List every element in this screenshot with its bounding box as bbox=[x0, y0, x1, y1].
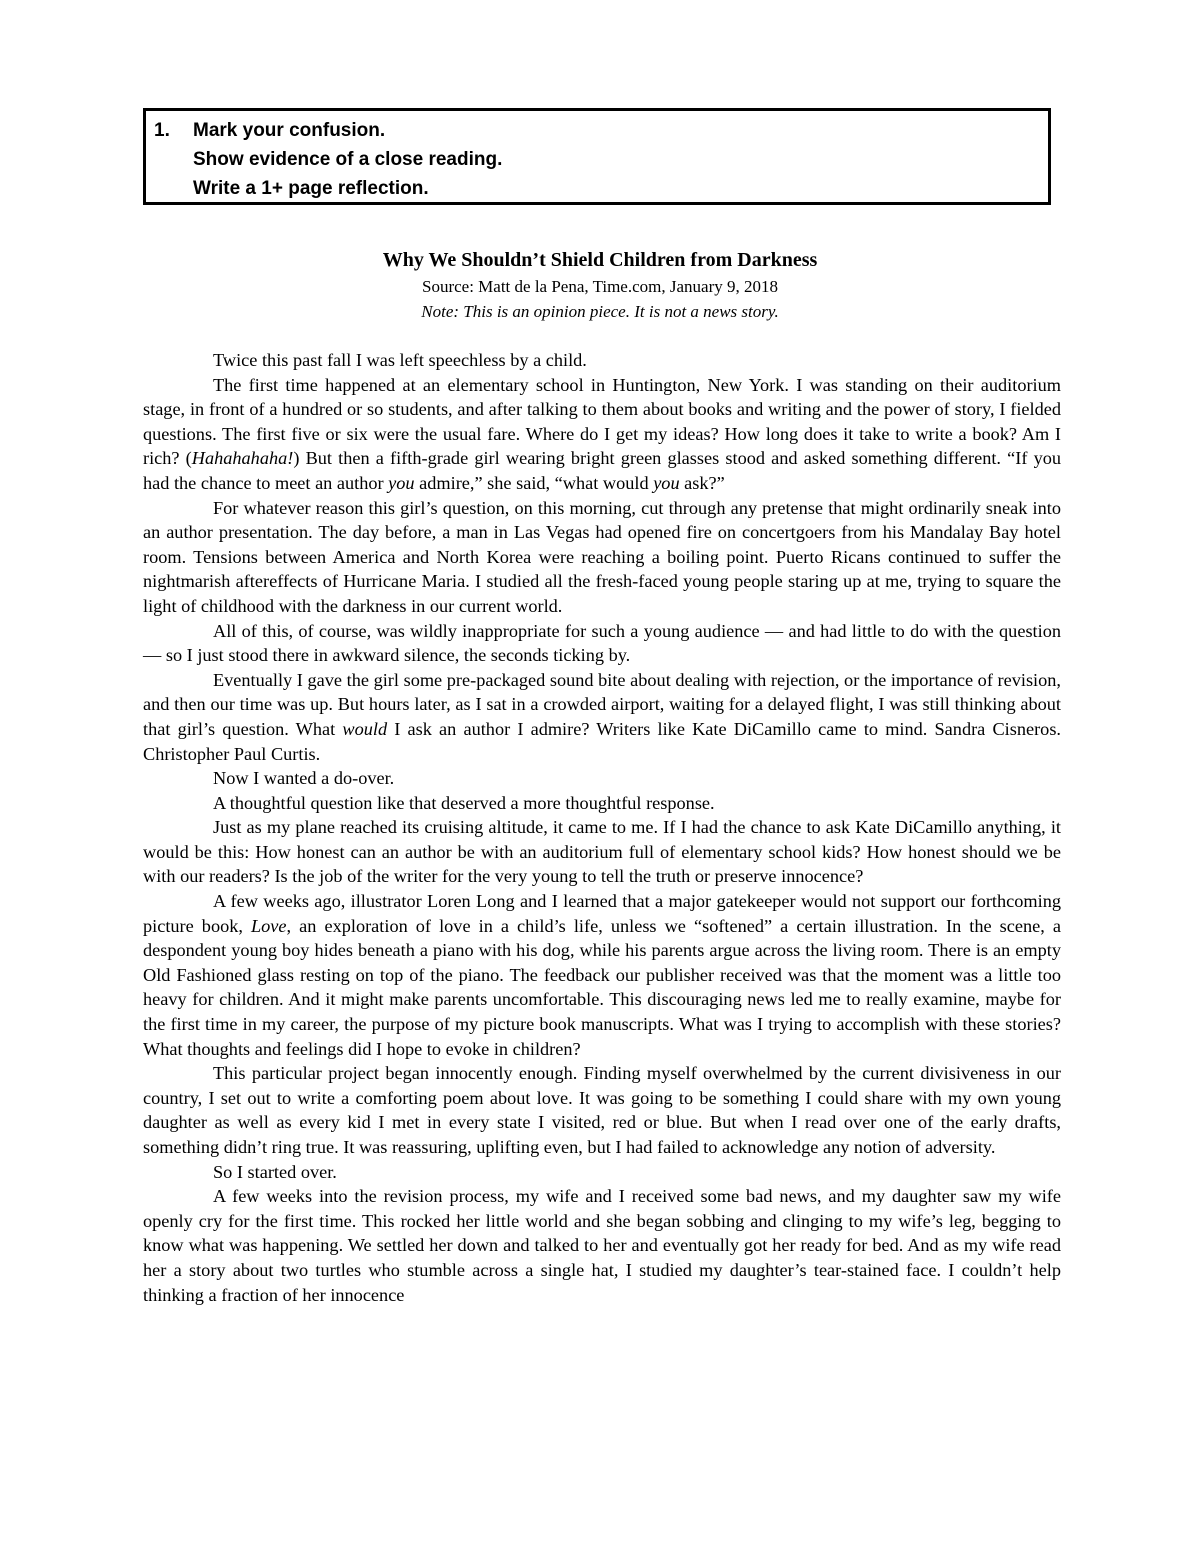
article-paragraph bbox=[143, 815, 1061, 889]
emphasis-text: Love bbox=[251, 915, 287, 936]
article-title: Why We Shouldn’t Shield Children from Darkness bbox=[382, 249, 818, 271]
article-paragraph bbox=[143, 1160, 1061, 1185]
instruction-box bbox=[143, 108, 1051, 205]
article-paragraph bbox=[143, 791, 1061, 816]
paragraph-text: All of this, of course, was wildly inappropriate for such a young audience — and had little to do with the question — so I just stood there in awkward silence, the seconds ticking by. bbox=[143, 620, 1061, 666]
article-paragraph bbox=[143, 1061, 1061, 1159]
article-source: Source: Matt de la Pena, Time.com, January 9, 2018 bbox=[421, 277, 778, 296]
article-paragraph bbox=[143, 619, 1061, 668]
emphasis-text: would bbox=[342, 718, 388, 739]
paragraph-text: A thoughtful question like that deserved a more thoughtful response. bbox=[213, 792, 715, 813]
instruction-line: Mark your confusion. bbox=[193, 120, 386, 141]
paragraph-text: ) But then a fifth-grade girl wearing bright green glasses stood and asked something different. “If you had the chance to meet an author bbox=[143, 448, 1061, 493]
emphasis-text: you bbox=[653, 472, 680, 493]
paragraph-text: , an exploration of love in a child’s life, unless we “softened” a certain illustration. In the scene, a despondent young boy hides beneath a piano with his dog, while his parents argue across the living room. There is an empty Old Fashioned glass resting on top of the piano. The feedback our publisher received was that the moment was a little too heavy for children. And it might make parents uncomfortable. This discouraging news led me to really examine, maybe for the first time in my career, the purpose of my picture book manuscripts. What was I trying to accomplish with these stories? What thoughts and feelings did I hope to evoke in children? bbox=[143, 915, 1061, 1059]
paragraph-text: Twice this past fall I was left speechless by a child. bbox=[213, 350, 587, 370]
paragraph-text: Eventually I gave the girl some pre-packaged sound bite about dealing with rejection, or the importance of revision, and then our time was up. But hours later, as I sat in a crowded airport, waiting for a delayed flight, I was still thinking about that girl’s question. What bbox=[143, 669, 1061, 739]
paragraph-text: Now I wanted a do-over. bbox=[213, 768, 395, 789]
article-header bbox=[143, 246, 1057, 324]
paragraph-text: I ask an author I admire? Writers like Kate DiCamillo came to mind. Sandra Cisneros. Christopher Paul Curtis. bbox=[143, 718, 1061, 764]
emphasis-text: Hahahahaha! bbox=[191, 448, 294, 469]
instruction-list bbox=[193, 116, 502, 203]
article-note: Note: This is an opinion piece. It is not a news story. bbox=[421, 302, 779, 321]
article-paragraph bbox=[143, 766, 1061, 791]
paragraph-text: This particular project began innocently enough. Finding myself overwhelmed by the current divisiveness in our country, I set out to write a comforting poem about love. It was going to be something I could share with my own young daughter as well as every kid I met in every state I visited, red or blue. But when I read over one of the early drafts, something didn’t ring true. It was reassuring, uplifting even, but I had failed to acknowledge any notion of adversity. bbox=[143, 1063, 1061, 1157]
article-paragraph bbox=[143, 889, 1061, 1061]
article-paragraph bbox=[143, 668, 1061, 766]
article-paragraph bbox=[143, 348, 1061, 373]
emphasis-text: you bbox=[388, 472, 415, 493]
paragraph-text: A few weeks into the revision process, my wife and I received some bad news, and my daughter saw my wife openly cry for the first time. This rocked her little world and she began sobbing and clinging to my wife’s leg, begging to know what was happening. We settled her down and talked to her and eventually got her ready for bed. And as my wife read her a story about two turtles who stumble across a single hat, I studied my daughter’s tear-stained face. I couldn’t help thinking a fraction of her innocence bbox=[143, 1186, 1061, 1305]
paragraph-text: For whatever reason this girl’s question, on this morning, cut through any pretense that might ordinarily sneak into an author presentation. The day before, a man in Las Vegas had opened fire on concertgoers from his Mandalay Bay hotel room. Tensions between America and North Korea were reaching a boiling point. Puerto Ricans continued to suffer the nightmarish aftereffects of Hurricane Maria. I studied all the fresh-faced young people staring up at me, trying to square the light of childhood with the darkness in our current world. bbox=[143, 497, 1061, 616]
paragraph-text: ask?” bbox=[679, 472, 725, 493]
article-paragraph bbox=[143, 496, 1061, 619]
paragraph-text: admire,” she said, “what would bbox=[414, 472, 654, 493]
instruction-number: 1. bbox=[154, 120, 170, 141]
instruction-line: Show evidence of a close reading. bbox=[193, 149, 503, 170]
paragraph-text: Just as my plane reached its cruising altitude, it came to me. If I had the chance to ask Kate DiCamillo anything, it would be this: How honest can an author be with an auditorium full of elementary school kids? How honest should we be with our readers? Is the job of the writer for the very young to tell the truth or preserve innocence? bbox=[143, 817, 1061, 887]
instruction-line: Write a 1+ page reflection. bbox=[193, 178, 429, 199]
paragraph-text: A few weeks ago, illustrator Loren Long and I learned that a major gatekeeper would not support our forthcoming picture book, bbox=[143, 891, 1061, 936]
article-paragraph bbox=[143, 1184, 1061, 1307]
paragraph-text: The first time happened at an elementary school in Huntington, New York. I was standing on their auditorium stage, in front of a hundred or so students, and after talking to them about books and writing and the power of story, I fielded questions. The first five or six were the usual fare. Where do I get my ideas? How long does it take to write a book? Am I rich? ( bbox=[143, 374, 1061, 469]
article-body bbox=[143, 348, 1061, 1307]
paragraph-text: So I started over. bbox=[213, 1161, 337, 1182]
article-paragraph bbox=[143, 373, 1061, 496]
